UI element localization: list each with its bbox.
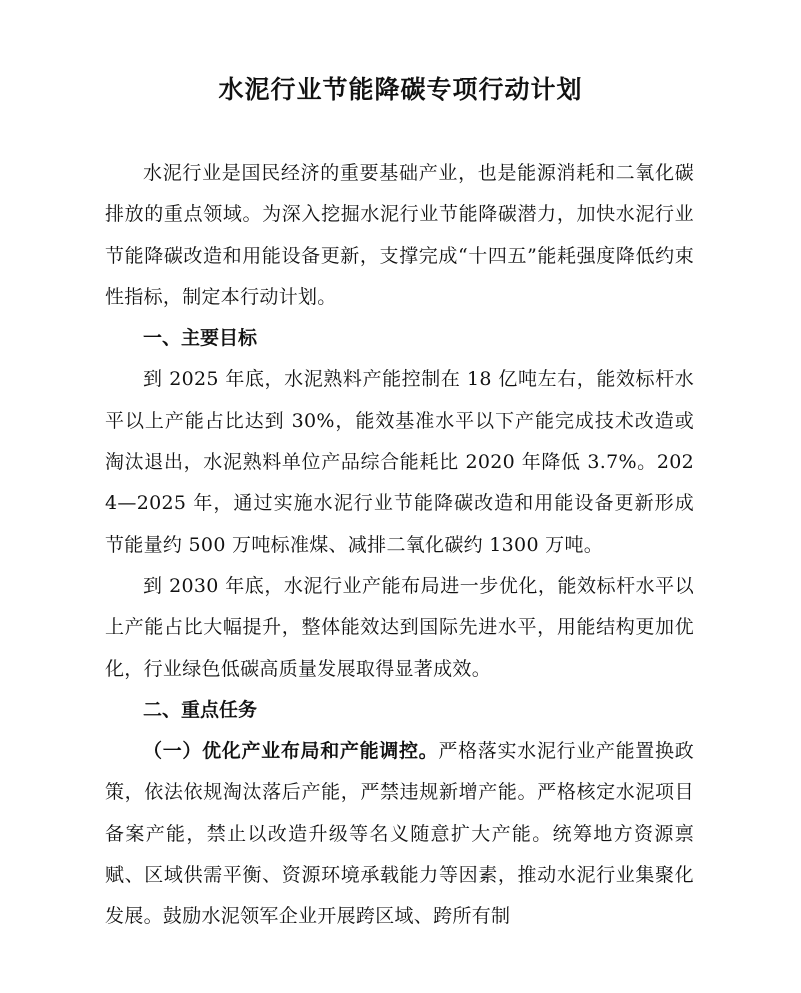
task-1-lead: （一）优化产业布局和产能调控。	[143, 740, 439, 763]
section-heading-key-tasks: 二、重点任务	[143, 698, 258, 721]
document-body	[105, 153, 694, 938]
goals-paragraph-2025: 到 2025 年底，水泥熟料产能控制在 18 亿吨左右，能效标杆水平以上产能占比达到 30%，能效基准水平以下产能完成技术改造或淘汰退出，水泥熟料单位产品综合能耗比 2020 年降低 3.7%。2024—2025 年，通过实施水泥行业节能降碳改造和用能设备更新形成节能量约 500 万吨标准煤、减排二氧化碳约 1300 万吨。	[105, 368, 694, 556]
section-heading-main-goals: 一、主要目标	[143, 327, 258, 350]
goals-paragraph-2030: 到 2030 年底，水泥行业产能布局进一步优化，能效标杆水平以上产能占比大幅提升，整体能效达到国际先进水平，用能结构更加优化，行业绿色低碳高质量发展取得显著成效。	[105, 574, 694, 680]
intro-paragraph: 水泥行业是国民经济的重要基础产业，也是能源消耗和二氧化碳排放的重点领域。为深入挖掘水泥行业节能降碳潜力，加快水泥行业节能降碳改造和用能设备更新，支撑完成“十四五”能耗强度降低约束性指标，制定本行动计划。	[105, 162, 694, 308]
document-title: 水泥行业节能降碳专项行动计划	[218, 75, 583, 104]
task-paragraph-1	[105, 731, 694, 937]
task-1-text: 严格落实水泥行业产能置换政策，依法依规淘汰落后产能，严禁违规新增产能。严格核定水泥项目备案产能，禁止以改造升级等名义随意扩大产能。统筹地方资源禀赋、区域供需平衡、资源环境承载能力等因素，推动水泥行业集聚化发展。鼓励水泥领军企业开展跨区域、跨所有制	[105, 740, 694, 928]
